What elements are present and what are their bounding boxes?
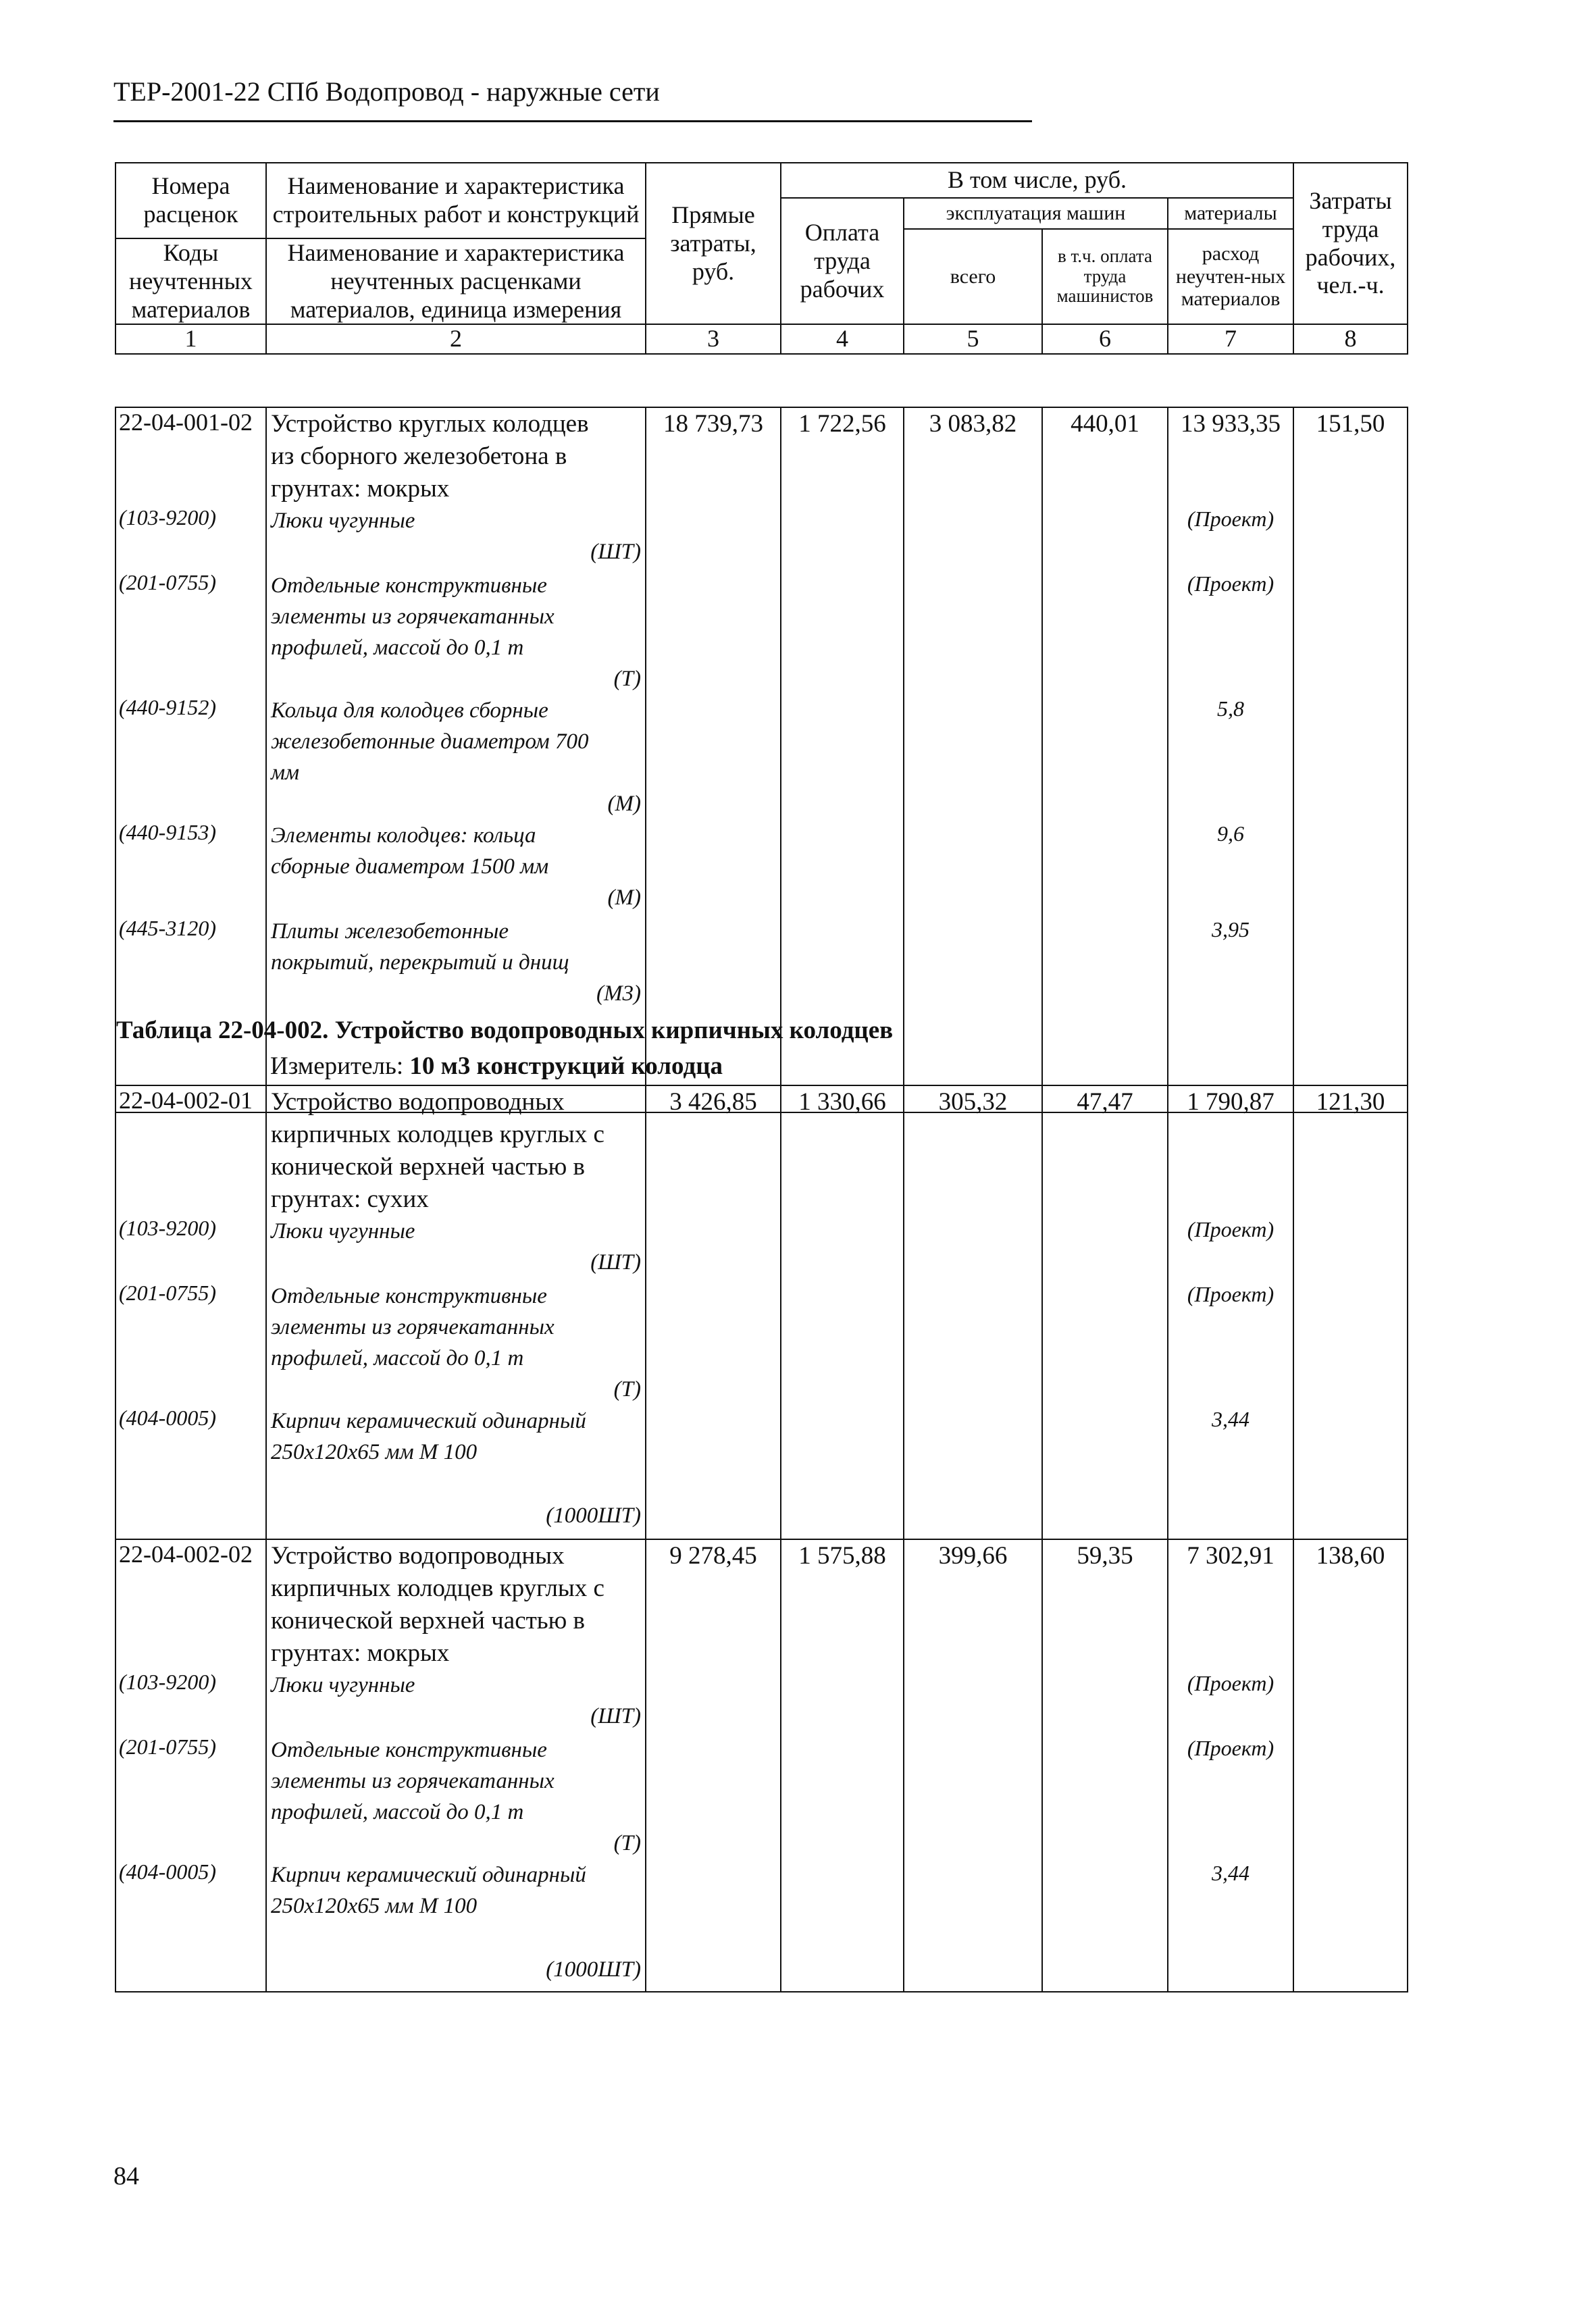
material-name-line: профилей, массой до 0,1 т (271, 1800, 524, 1824)
material-name-line: профилей, массой до 0,1 т (271, 636, 524, 660)
rate-name-line: грунтах: мокрых (271, 475, 450, 503)
material-code: (440-9153) (119, 820, 216, 844)
material-name-line: Люки чугунные (271, 509, 415, 533)
material-unit: (1000ШТ) (546, 1503, 641, 1528)
material-name-line: элементы из горячекатанных (271, 605, 555, 629)
material-name-line: Кирпич керамический одинарный (271, 1409, 586, 1433)
material-value: (Проект) (1187, 571, 1275, 596)
col8-header: Затраты труда рабочих, чел.-ч. (1293, 163, 1408, 324)
material-name-line: 250х120х65 мм М 100 (271, 1440, 478, 1464)
rate-code: 22-04-001-02 (119, 409, 253, 436)
material-value: 5,8 (1217, 696, 1244, 721)
machines-header: эксплуатация машин (904, 198, 1168, 229)
col-number: 6 (1042, 324, 1168, 354)
material-code: (440-9152) (119, 695, 216, 719)
column-header-table (115, 162, 1408, 355)
col1-top-header: Номера расценок (115, 163, 266, 238)
machinists-pay: 59,35 (1077, 1542, 1133, 1570)
col-number: 7 (1168, 324, 1293, 354)
col2-top-header: Наименование и характеристика строительных работ и конструкций (266, 163, 646, 238)
material-code: (404-0005) (119, 1406, 216, 1430)
rate-name-line: Устройство водопроводных (271, 1088, 565, 1116)
rate-block (115, 1539, 1408, 1992)
material-value: (Проект) (1187, 1736, 1275, 1760)
labor-hours: 138,60 (1316, 1542, 1385, 1570)
materials-cost: 1 790,87 (1187, 1088, 1275, 1116)
header-rule (113, 120, 1032, 122)
material-name-line: Кольца для колодцев сборные (271, 698, 548, 723)
material-code: (201-0755) (119, 1734, 216, 1759)
material-name-line: Плиты железобетонные (271, 919, 509, 944)
material-value: (Проект) (1187, 507, 1275, 531)
material-name-line: Отдельные конструктивные (271, 1738, 547, 1762)
labor-hours: 151,50 (1316, 410, 1385, 438)
material-name-line: 250х120х65 мм М 100 (271, 1894, 478, 1918)
section-title: Таблица 22-04-002. Устройство водопроводных кирпичных колодцев (116, 1017, 894, 1044)
material-value: 9,6 (1217, 821, 1244, 846)
section-measure (270, 1052, 723, 1081)
col3-header: Прямые затраты, руб. (646, 163, 781, 324)
machinists-pay: 440,01 (1071, 410, 1139, 438)
material-code: (103-9200) (119, 505, 216, 530)
material-value: (Проект) (1187, 1671, 1275, 1695)
labor-hours: 121,30 (1316, 1088, 1385, 1116)
rate-name-line: Устройство водопроводных (271, 1542, 565, 1570)
material-code: (201-0755) (119, 570, 216, 594)
material-code: (201-0755) (119, 1281, 216, 1305)
machines-total: 3 083,82 (929, 410, 1017, 438)
material-name-line: Отдельные конструктивные (271, 1284, 547, 1308)
material-unit: (1000ШТ) (546, 1957, 641, 1982)
material-code: (404-0005) (119, 1859, 216, 1884)
rates-table-1 (115, 407, 1408, 1113)
material-code: (103-9200) (119, 1216, 216, 1240)
col2-bottom-header: Наименование и характеристика неучтенных расценками материалов, единица измерения (266, 238, 646, 324)
material-unit: (Т) (613, 1831, 641, 1855)
material-unit: (Т) (613, 1377, 641, 1402)
direct-costs: 9 278,45 (669, 1542, 757, 1570)
machines-total: 399,66 (938, 1542, 1008, 1570)
rates-table-2 (115, 1085, 1408, 1992)
material-value: 3,44 (1212, 1407, 1250, 1431)
rate-name-line: кирпичных колодцев круглых с (271, 1121, 604, 1148)
page-header: ТЕР-2001-22 СПб Водопровод - наружные сети (113, 76, 660, 107)
material-name-line: покрытий, перекрытий и днищ (271, 950, 569, 975)
group-header: В том числе, руб. (781, 163, 1293, 198)
labor-cost: 1 575,88 (798, 1542, 886, 1570)
labor-cost: 1 330,66 (798, 1088, 886, 1116)
material-unit: (М3) (596, 981, 641, 1006)
material-unit: (Т) (613, 667, 641, 691)
rate-code: 22-04-002-01 (119, 1087, 253, 1114)
rate-name-line: конической верхней частью в (271, 1153, 586, 1181)
measure-value: 10 м3 конструкций колодца (409, 1052, 723, 1080)
machines-total: 305,32 (938, 1088, 1008, 1116)
col-number: 8 (1293, 324, 1408, 354)
direct-costs: 18 739,73 (663, 410, 763, 438)
material-code: (103-9200) (119, 1670, 216, 1694)
material-unit: (ШТ) (590, 1704, 641, 1728)
col6-header: в т.ч. оплата труда машинистов (1042, 229, 1168, 324)
material-code: (445-3120) (119, 916, 216, 940)
materials-cost: 7 302,91 (1187, 1542, 1275, 1570)
rate-name-line: Устройство круглых колодцев (271, 410, 589, 438)
material-unit: (М) (607, 792, 641, 816)
col-number: 4 (781, 324, 904, 354)
material-name-line: Люки чугунные (271, 1219, 415, 1243)
col7-header: расход неучтен-ных материалов (1168, 229, 1293, 324)
rate-block (115, 407, 1408, 1112)
rate-code: 22-04-002-02 (119, 1541, 253, 1568)
measure-label: Измеритель: (270, 1052, 410, 1080)
material-name-line: профилей, массой до 0,1 т (271, 1346, 524, 1370)
col-number: 3 (646, 324, 781, 354)
col-number: 5 (904, 324, 1042, 354)
material-value: (Проект) (1187, 1282, 1275, 1306)
material-name-line: Отдельные конструктивные (271, 573, 547, 598)
materials-cost: 13 933,35 (1181, 410, 1281, 438)
material-value: 3,95 (1212, 917, 1250, 942)
material-name-line: железобетонные диаметром 700 (271, 729, 589, 754)
labor-cost: 1 722,56 (798, 410, 886, 438)
col-number: 1 (115, 324, 266, 354)
materials-header: материалы (1168, 198, 1293, 229)
material-value: 3,44 (1212, 1861, 1250, 1885)
col1-bottom-header: Коды неучтенных материалов (115, 238, 266, 324)
material-unit: (ШТ) (590, 1250, 641, 1275)
material-name-line: Кирпич керамический одинарный (271, 1863, 586, 1887)
rate-name-line: грунтах: сухих (271, 1185, 429, 1213)
material-name-line: мм (271, 761, 300, 785)
material-name-line: элементы из горячекатанных (271, 1315, 555, 1339)
material-value: (Проект) (1187, 1217, 1275, 1241)
rate-name-line: конической верхней частью в (271, 1607, 586, 1635)
material-name-line: Люки чугунные (271, 1673, 415, 1697)
col4-header: Оплата труда рабочих (781, 198, 904, 324)
rate-name-line: из сборного железобетона в (271, 442, 567, 470)
col5-header: всего (904, 229, 1042, 324)
rate-block (115, 1085, 1408, 1539)
material-name-line: Элементы колодцев: кольца (271, 823, 536, 848)
rate-name-line: кирпичных колодцев круглых с (271, 1574, 604, 1602)
material-unit: (ШТ) (590, 540, 641, 564)
material-name-line: элементы из горячекатанных (271, 1769, 555, 1793)
col-number: 2 (266, 324, 646, 354)
machinists-pay: 47,47 (1077, 1088, 1133, 1116)
rate-name-line: грунтах: мокрых (271, 1639, 450, 1667)
material-name-line: сборные диаметром 1500 мм (271, 854, 549, 879)
page-number: 84 (113, 2162, 139, 2190)
direct-costs: 3 426,85 (669, 1088, 757, 1116)
material-unit: (М) (607, 885, 641, 910)
